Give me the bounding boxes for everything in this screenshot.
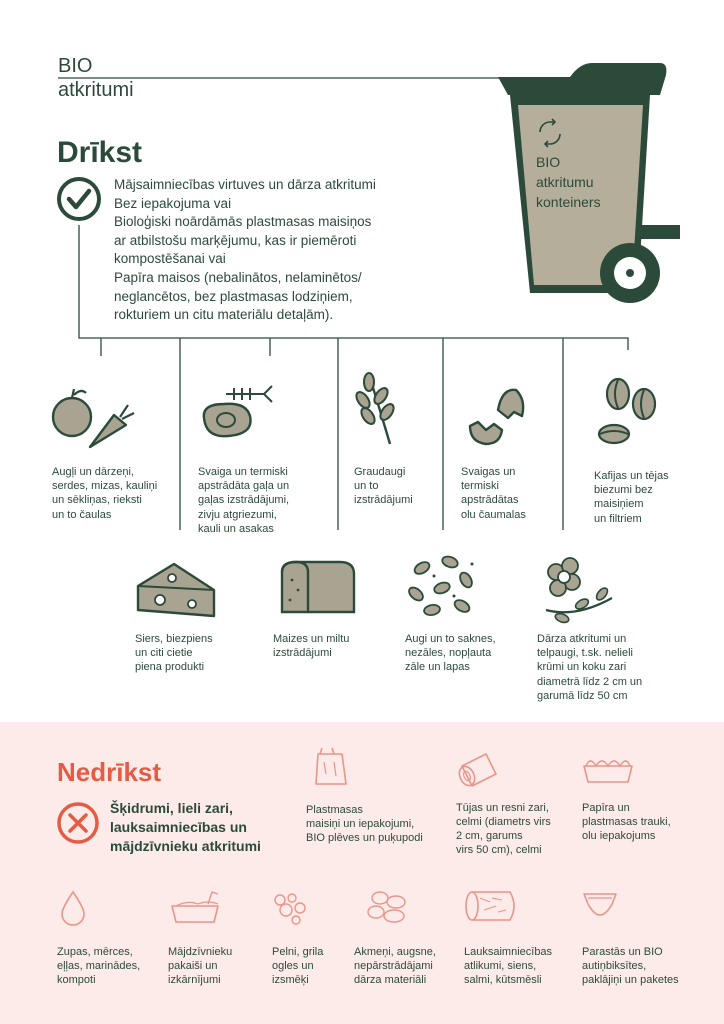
allowed-item-meat: Svaiga un termiski apstrādāta gaļa un gaļas izstrādājumi, zivju atgriezumi, kauli un asakas — [198, 466, 290, 535]
stones-icon — [364, 888, 414, 928]
plastic-bag-icon — [312, 744, 352, 790]
hay-bale-icon — [462, 886, 522, 926]
forbidden-item-agricultural: Lauksaimniecības atlikumi, siens, salmi, kūtsmēsli — [464, 946, 553, 986]
forbidden-item-plastic: Plastmasas maisiņi un iepakojumi, BIO plēves un puķupodi — [306, 804, 423, 844]
forbidden-item-ash: Pelni, grila ogles un izsmēķi — [272, 946, 324, 986]
allowed-item-fruit: Augļi un dārzeņi, serdes, mizas, kauliņi un sēkliņas, rieksti un to čaulas — [52, 466, 158, 521]
forbidden-heading: Nedrīkst — [57, 757, 162, 787]
ash-icon — [270, 890, 320, 930]
flower-branch-icon — [536, 548, 626, 628]
forbidden-item-stones: Akmeņi, augsne, nepārstrādājami dārza materiāli — [354, 946, 436, 986]
allowed-item-leaves: Augi un to saknes, nezāles, nopļauta zāle un lapas — [405, 633, 496, 674]
leaves-icon — [402, 550, 482, 620]
forbidden-main-text: Šķidrumi, lieli zari, lauksaimniecības un mājdzīvnieku atkritumi — [110, 800, 261, 854]
bread-icon — [270, 556, 360, 626]
meat-fish-icon — [196, 378, 276, 448]
coffee-bean-icon — [596, 372, 666, 452]
cross-icon — [55, 800, 101, 846]
allowed-heading: Drīkst — [57, 136, 143, 169]
allowed-item-garden: Dārza atkritumi un telpaugi, t.sk. nelieli krūmi un koku zari diametrā līdz 2 cm un garumā līdz 50 cm — [537, 633, 643, 702]
page-title: BIO atkritumi — [58, 55, 134, 101]
allowed-item-cheese: Siers, biezpiens un citi cietie piena produkti — [135, 633, 213, 674]
litter-box-icon — [168, 888, 228, 928]
eggshell-icon — [462, 380, 532, 450]
forbidden-item-containers: Papīra un plastmasas trauki, olu iepakojums — [582, 802, 671, 842]
forbidden-item-branches: Tūjas un resni zari, celmi (diametrs virs 2 cm, garums virs 50 cm), celmi — [456, 802, 551, 856]
allowed-item-bread: Maizes un miltu izstrādājumi — [273, 633, 350, 660]
allowed-item-grain: Graudaugi un to izstrādājumi — [354, 466, 413, 507]
fruit-vegetable-icon — [48, 385, 138, 455]
grain-icon — [350, 370, 410, 450]
forbidden-item-diapers: Parastās un BIO autiņbiksītes, paklājiņi un paketes — [582, 946, 679, 986]
allowed-item-coffee: Kafijas un tējas biezumi bez maisiņiem un filtriem — [594, 470, 669, 525]
egg-carton-icon — [580, 752, 636, 792]
cheese-icon — [130, 556, 220, 626]
allowed-item-eggshell: Svaigas un termiski apstrādātas olu čaumalas — [461, 466, 526, 521]
bin-label: BIO atkritumu konteiners — [536, 154, 601, 210]
allowed-description: Mājsaimniecības virtuves un dārza atkritumi Bez iepakojuma vai Bioloģiski noārdāmās plastmasas maisiņos ar atbilstošu marķējumu, kas ir piemēroti kompostēšanai vai Papīra maisos (nebalinātos, nelaminētos/ neglancētos, bez plastmasas lodziņiem, rokturiem un citu materiālu detaļām). — [114, 177, 376, 323]
checkmark-icon — [56, 176, 102, 222]
forbidden-item-liquids: Zupas, mērces, eļļas, marinādes, kompoti — [57, 946, 141, 986]
recycle-icon — [535, 118, 565, 148]
drop-icon — [58, 888, 88, 928]
log-icon — [456, 746, 506, 792]
diaper-icon — [582, 888, 622, 928]
forbidden-item-pet-waste: Mājdzīvnieku pakaiši un izkārnījumi — [168, 946, 233, 986]
